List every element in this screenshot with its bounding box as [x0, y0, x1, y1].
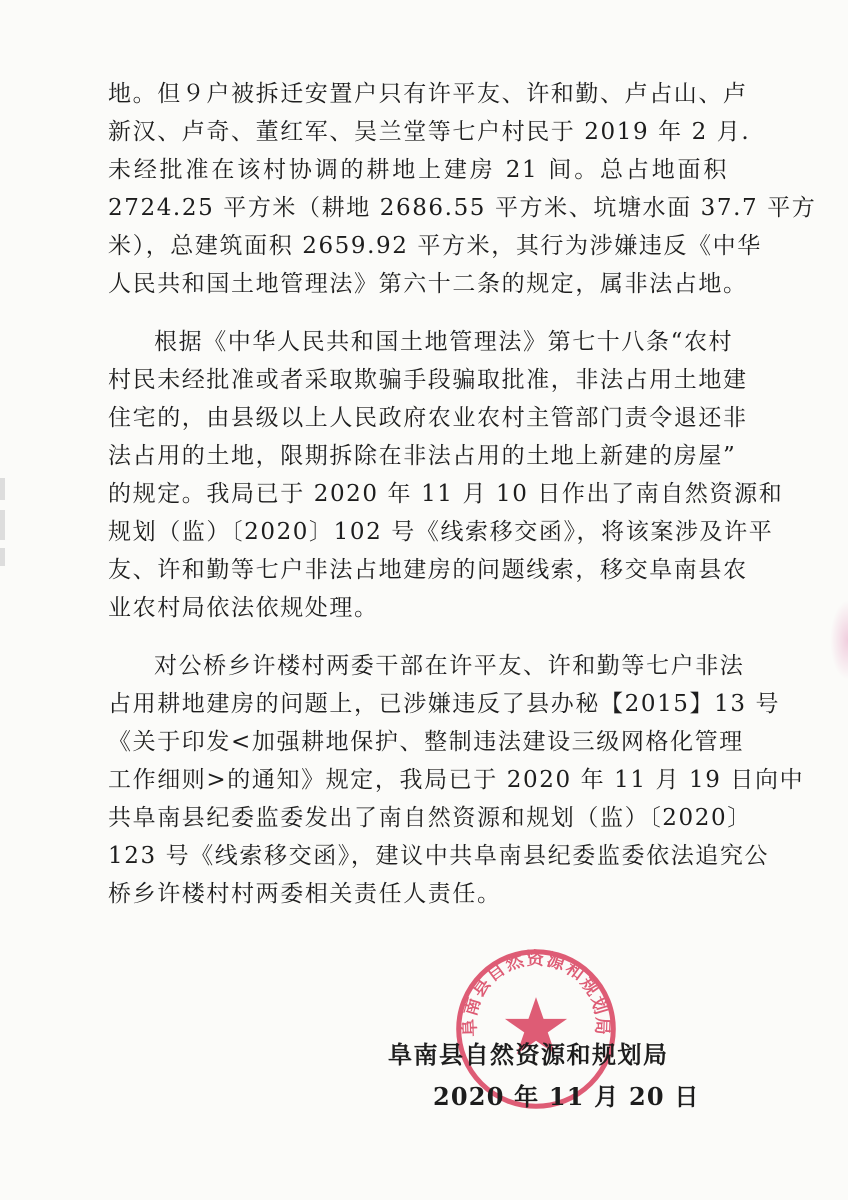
text-line: 《关于印发<加强耕地保护、整制违法建设三级网格化管理: [108, 729, 744, 755]
seal-text: 阜南县自然资源和规划局: [459, 948, 613, 1037]
scan-edge-mark: [0, 510, 5, 540]
text-line: 米），总建筑面积 2659.92 平方米，其行为涉嫌违反《中华: [108, 233, 762, 259]
text-line: 村民未经批准或者采取欺骗手段骗取批准，非法占用土地建: [108, 367, 748, 393]
scan-edge-mark: [0, 548, 5, 566]
paragraph-2: [108, 323, 784, 627]
text-line: 友、许和勤等七户非法占地建房的问题线索，移交阜南县农: [108, 557, 748, 583]
text-line: 123 号《线索移交函》，建议中共阜南县纪委监委依法追究公: [108, 843, 770, 869]
paragraph-3: [108, 647, 805, 913]
paragraph-1: [108, 75, 817, 303]
text-line: 地。但９户被拆迁安置户只有许平友、许和勤、卢占山、卢: [108, 81, 748, 107]
scan-stain: [830, 600, 848, 680]
text-line: 法占用的土地，限期拆除在非法占用的土地上新建的房屋”: [108, 443, 737, 469]
text-line: 人民共和国土地管理法》第六十二条的规定，属非法占地。: [108, 271, 748, 297]
text-line: 工作细则>的通知》规定，我局已于 2020 年 11 月 19 日向中: [108, 767, 805, 793]
text-line: 业农村局依法依规处理。: [108, 595, 379, 621]
text-line: 共阜南县纪委监委发出了南自然资源和规划（监）〔2020〕: [108, 805, 752, 831]
text-line: 未经批准在该村协调的耕地上建房 21 间。总占地面积: [108, 157, 728, 183]
text-line: 对公桥乡许楼村两委干部在许平友、许和勤等七户非法: [154, 653, 745, 679]
scan-edge-mark: [0, 478, 5, 500]
text-line: 2724.25 平方米（耕地 2686.55 平方米、坑塘水面 37.7 平方: [108, 195, 817, 221]
issue-date: 2020 年 11 月 20 日: [433, 1082, 700, 1111]
text-line: 的规定。我局已于 2020 年 11 月 10 日作出了南自然资源和: [108, 481, 784, 507]
text-line: 住宅的，由县级以上人民政府农业农村主管部门责令退还非: [108, 405, 748, 431]
text-line: 占用耕地建房的问题上，已涉嫌违反了县办秘【2015】13 号: [108, 691, 781, 717]
text-line: 规划（监）〔2020〕102 号《线索移交函》，将该案涉及许平: [108, 519, 774, 545]
text-line: 桥乡许楼村村两委相关责任人责任。: [108, 881, 502, 907]
issuer-name: 阜南县自然资源和规划局: [388, 1040, 669, 1069]
text-line: 根据《中华人民共和国土地管理法》第七十八条“农村: [154, 329, 734, 355]
letter-body: [108, 75, 817, 913]
text-line: 新汉、卢奇、董红军、吴兰堂等七户村民于 2019 年 2 月.: [108, 119, 751, 145]
